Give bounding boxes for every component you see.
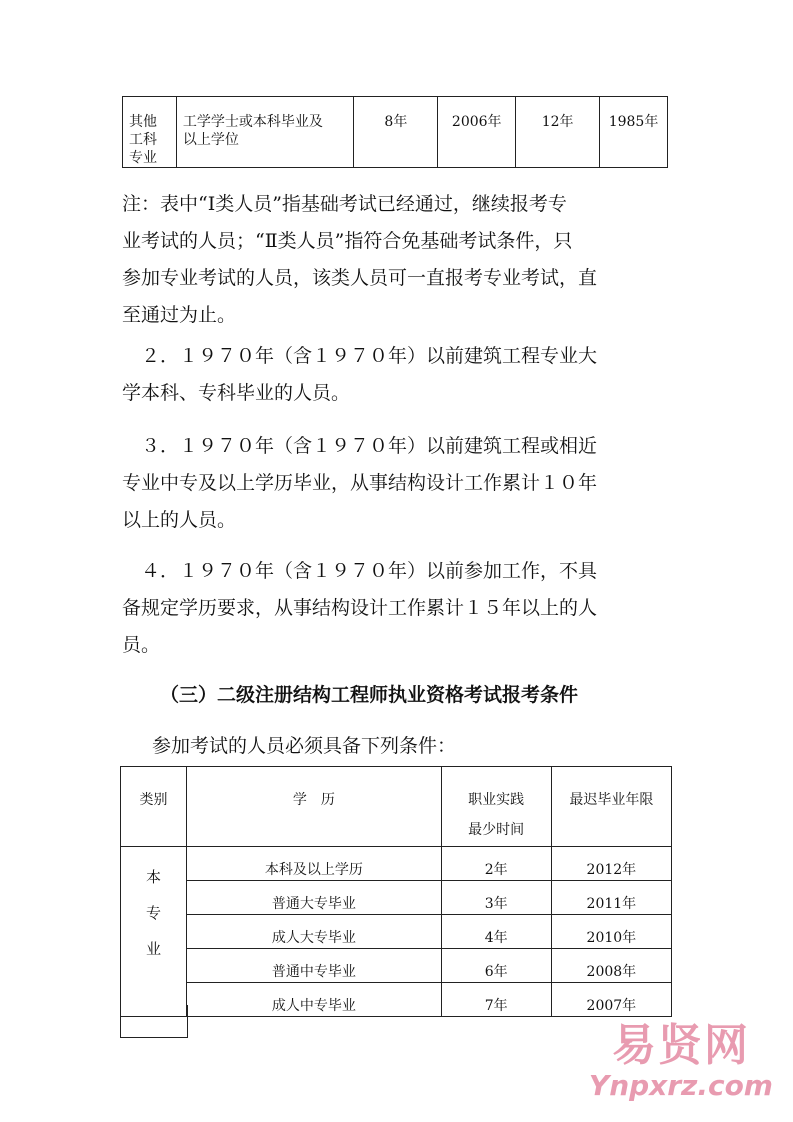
text-line: ４．１９７０年（含１９７０年）以前参加工作，不具 xyxy=(122,560,598,582)
header-deadline: 最迟毕业年限 xyxy=(551,767,671,847)
table-row xyxy=(121,881,672,915)
deadline-cell: 2008年 xyxy=(551,949,671,983)
intro-text: 参加考试的人员必须具备下列条件： xyxy=(152,735,457,757)
deadline-cell: 2012年 xyxy=(551,847,671,881)
header-practice-line: 职业实践 xyxy=(468,792,525,808)
deadline-cell: 2007年 xyxy=(551,983,671,1017)
table-continuation-cell xyxy=(120,1005,188,1038)
qualification-table-level2 xyxy=(120,766,672,1017)
text-line: 备规定学历要求，从事结构设计工作累计１５年以上的人 xyxy=(122,597,598,619)
category-line: 工科 xyxy=(129,132,157,148)
education-cell: 本科及以上学历 xyxy=(187,847,441,881)
text-line: ３．１９７０年（含１９７０年）以前建筑工程或相近 xyxy=(122,435,598,457)
header-category: 类别 xyxy=(121,767,187,847)
text-line: 以上的人员。 xyxy=(122,509,237,531)
watermark-en: Ynpxrz.com xyxy=(588,1069,773,1102)
category-line: 其他 xyxy=(129,114,157,130)
education-cell: 普通中专毕业 xyxy=(187,949,441,983)
years-cell: 12年 xyxy=(516,97,600,168)
text-line: 员。 xyxy=(122,634,161,656)
category-char: 业 xyxy=(146,940,162,958)
header-education: 学 历 xyxy=(187,767,441,847)
degree-cell xyxy=(176,97,354,168)
years-cell: 6年 xyxy=(441,949,551,983)
item-3-paragraph xyxy=(122,428,682,539)
deadline-cell: 2010年 xyxy=(551,915,671,949)
years-cell: 2年 xyxy=(441,847,551,881)
text-line: 专业中专及以上学历毕业，从事结构设计工作累计１０年 xyxy=(122,472,598,494)
item-2-paragraph xyxy=(122,338,682,412)
header-practice-line: 最少时间 xyxy=(468,822,525,838)
table-row xyxy=(121,847,672,881)
table-row xyxy=(121,949,672,983)
category-cell xyxy=(123,97,177,168)
degree-line: 工学学士或本科毕业及 xyxy=(182,114,323,130)
education-cell: 成人大专毕业 xyxy=(187,915,441,949)
item-4-paragraph xyxy=(122,553,682,664)
years-cell: 8年 xyxy=(354,97,438,168)
watermark-cn: 易贤网 xyxy=(611,1020,750,1071)
table-header-row xyxy=(121,767,672,847)
category-char: 本 xyxy=(146,868,162,886)
text-line: 注：表中“Ⅰ类人员”指基础考试已经通过，继续报考专 xyxy=(122,193,567,215)
category-char: 专 xyxy=(146,904,162,922)
category-cell xyxy=(121,847,187,1017)
header-practice xyxy=(441,767,551,847)
section-heading: （三）二级注册结构工程师执业资格考试报考条件 xyxy=(160,684,579,706)
year-cell: 2006年 xyxy=(438,97,516,168)
education-cell: 成人中专毕业 xyxy=(187,983,441,1017)
years-cell: 4年 xyxy=(441,915,551,949)
table-row xyxy=(121,915,672,949)
text-line: 学本科、专科毕业的人员。 xyxy=(122,382,351,404)
text-line: 至通过为止。 xyxy=(122,304,237,326)
note-paragraph xyxy=(122,186,682,334)
education-cell: 普通大专毕业 xyxy=(187,881,441,915)
text-line: 业考试的人员；“Ⅱ类人员”指符合免基础考试条件，只 xyxy=(122,230,573,252)
years-cell: 3年 xyxy=(441,881,551,915)
deadline-cell: 2011年 xyxy=(551,881,671,915)
watermark-logo xyxy=(589,1009,773,1102)
qualification-table-top xyxy=(122,96,668,168)
category-line: 专业 xyxy=(129,150,157,166)
text-line: ２．１９７０年（含１９７０年）以前建筑工程专业大 xyxy=(122,345,598,367)
table-row xyxy=(123,97,668,168)
years-cell: 7年 xyxy=(441,983,551,1017)
year-cell: 1985年 xyxy=(600,97,668,168)
text-line: 参加专业考试的人员，该类人员可一直报考专业考试，直 xyxy=(122,267,598,289)
degree-line: 以上学位 xyxy=(182,132,239,148)
